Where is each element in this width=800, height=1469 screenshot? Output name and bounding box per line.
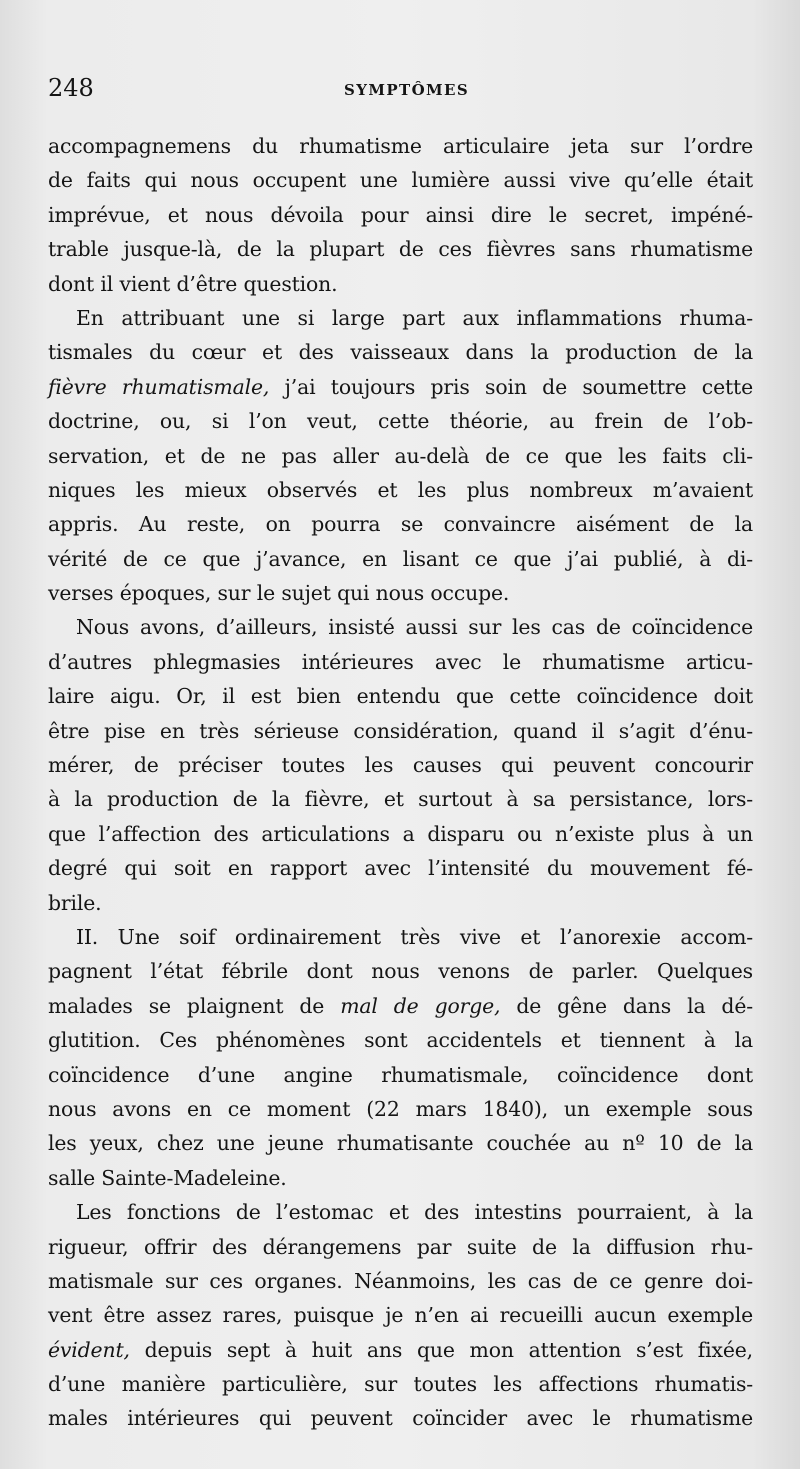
text-run: vent être assez rares, puisque je n’en ai recueilli aucun exemple bbox=[48, 1303, 753, 1328]
text-line bbox=[48, 886, 753, 920]
text-line bbox=[48, 576, 753, 610]
text-run: glutition. Ces phénomènes sont accidentels et tiennent à la bbox=[48, 1028, 753, 1053]
text-run: niques les mieux observés et les plus nombreux m’avaient bbox=[48, 477, 753, 502]
text-run: les yeux, chez une jeune rhumatisante couchée au nº 10 de la bbox=[48, 1131, 753, 1156]
text-run: Les fonctions de l’estomac et des intestins pourraient, à la bbox=[76, 1200, 753, 1225]
text-line bbox=[48, 989, 753, 1023]
text-run: d’autres phlegmasies intérieures avec le rhumatisme articu- bbox=[48, 649, 753, 674]
text-run: nous avons en ce moment (22 mars 1840), un exemple sous bbox=[48, 1096, 753, 1121]
text-run: trable jusque-là, de la plupart de ces fièvres sans rhumatisme bbox=[48, 237, 753, 262]
text-run: laire aigu. Or, il est bien entendu que cette coïncidence doit bbox=[48, 684, 753, 709]
text-line bbox=[48, 817, 753, 851]
body-text bbox=[48, 129, 753, 1436]
text-line bbox=[48, 1195, 753, 1229]
text-line bbox=[48, 748, 753, 782]
page-number: 248 bbox=[48, 74, 94, 102]
text-run: salle Sainte-Madeleine. bbox=[48, 1165, 287, 1190]
text-run: que l’affection des articulations a disparu ou n’existe plus à un bbox=[48, 821, 753, 846]
text-line bbox=[48, 439, 753, 473]
text-run: mérer, de préciser toutes les causes qui peuvent concourir bbox=[48, 753, 753, 778]
text-line bbox=[48, 1161, 753, 1195]
text-run: verses époques, sur le sujet qui nous occupe. bbox=[48, 581, 510, 606]
text-run: doctrine, ou, si l’on veut, cette théorie, au frein de l’ob- bbox=[48, 409, 753, 434]
text-line bbox=[48, 610, 753, 644]
text-run: j’ai toujours pris soin de soumettre cette bbox=[269, 374, 753, 399]
text-run: Nous avons, d’ailleurs, insisté aussi sur les cas de coïncidence bbox=[76, 615, 753, 640]
text-line bbox=[48, 267, 753, 301]
text-run: de gêne dans la dé- bbox=[500, 993, 753, 1018]
text-line bbox=[48, 920, 753, 954]
text-run: pagnent l’état fébrile dont nous venons de parler. Quelques bbox=[48, 959, 753, 984]
text-line bbox=[48, 507, 753, 541]
text-run: males intérieures qui peuvent coïncider avec le rhumatisme bbox=[48, 1406, 753, 1431]
running-title: SYMPTÔMES bbox=[344, 81, 470, 99]
text-run: de faits qui nous occupent une lumière aussi vive qu’elle était bbox=[48, 168, 753, 193]
text-run: dont il vient d’être question. bbox=[48, 271, 338, 296]
text-line bbox=[48, 714, 753, 748]
text-run: degré qui soit en rapport avec l’intensité du mouvement fé- bbox=[48, 856, 753, 881]
text-run: II. Une soif ordinairement très vive et l’anorexie accom- bbox=[76, 924, 753, 949]
text-run: accompagnemens du rhumatisme articulaire jeta sur l’ordre bbox=[48, 134, 753, 158]
text-line bbox=[48, 954, 753, 988]
italic-text: mal de gorge, bbox=[340, 993, 501, 1018]
text-line bbox=[48, 679, 753, 713]
text-line bbox=[48, 1230, 753, 1264]
text-run: vérité de ce que j’avance, en lisant ce que j’ai publié, à di- bbox=[48, 546, 753, 571]
text-run: rigueur, offrir des dérangemens par suite de la diffusion rhu- bbox=[48, 1234, 753, 1259]
text-line bbox=[48, 782, 753, 816]
text-line bbox=[48, 129, 753, 163]
text-line bbox=[48, 1023, 753, 1057]
text-line bbox=[48, 198, 753, 232]
text-line bbox=[48, 301, 753, 335]
text-run: matismale sur ces organes. Néanmoins, les cas de ce genre doi- bbox=[48, 1268, 753, 1293]
text-line bbox=[48, 1264, 753, 1298]
text-run: coïncidence d’une angine rhumatismale, coïncidence dont bbox=[48, 1062, 753, 1087]
italic-text: évident, bbox=[48, 1337, 130, 1362]
text-line bbox=[48, 370, 753, 404]
text-run: appris. Au reste, on pourra se convaincre aisément de la bbox=[48, 512, 753, 537]
text-line bbox=[48, 404, 753, 438]
text-line bbox=[48, 1298, 753, 1332]
text-line bbox=[48, 163, 753, 197]
text-line bbox=[48, 232, 753, 266]
text-run: à la production de la fièvre, et surtout à sa persistance, lors- bbox=[48, 787, 753, 812]
text-run: d’une manière particulière, sur toutes les affections rhumatis- bbox=[48, 1372, 753, 1397]
text-run: malades se plaignent de bbox=[48, 993, 341, 1018]
text-run: servation, et de ne pas aller au-delà de ce que les faits cli- bbox=[48, 443, 753, 468]
text-run: être pise en très sérieuse considération, quand il s’agit d’énu- bbox=[48, 718, 753, 743]
text-line bbox=[48, 851, 753, 885]
text-line bbox=[48, 542, 753, 576]
italic-text: fièvre rhumatismale, bbox=[48, 374, 270, 399]
text-line bbox=[48, 1333, 753, 1367]
text-line bbox=[48, 473, 753, 507]
text-line bbox=[48, 1092, 753, 1126]
text-run: brile. bbox=[48, 890, 102, 915]
text-line bbox=[48, 1126, 753, 1160]
text-line bbox=[48, 1058, 753, 1092]
text-line bbox=[48, 335, 753, 369]
text-line bbox=[48, 1401, 753, 1435]
text-line bbox=[48, 645, 753, 679]
page-header bbox=[48, 72, 750, 108]
text-run: En attribuant une si large part aux inflammations rhuma- bbox=[76, 305, 753, 330]
text-run: depuis sept à huit ans que mon attention s’est fixée, bbox=[129, 1337, 753, 1362]
text-run: tismales du cœur et des vaisseaux dans la production de la bbox=[48, 340, 753, 365]
text-run: imprévue, et nous dévoila pour ainsi dire le secret, impéné- bbox=[48, 202, 753, 227]
text-line bbox=[48, 1367, 753, 1401]
